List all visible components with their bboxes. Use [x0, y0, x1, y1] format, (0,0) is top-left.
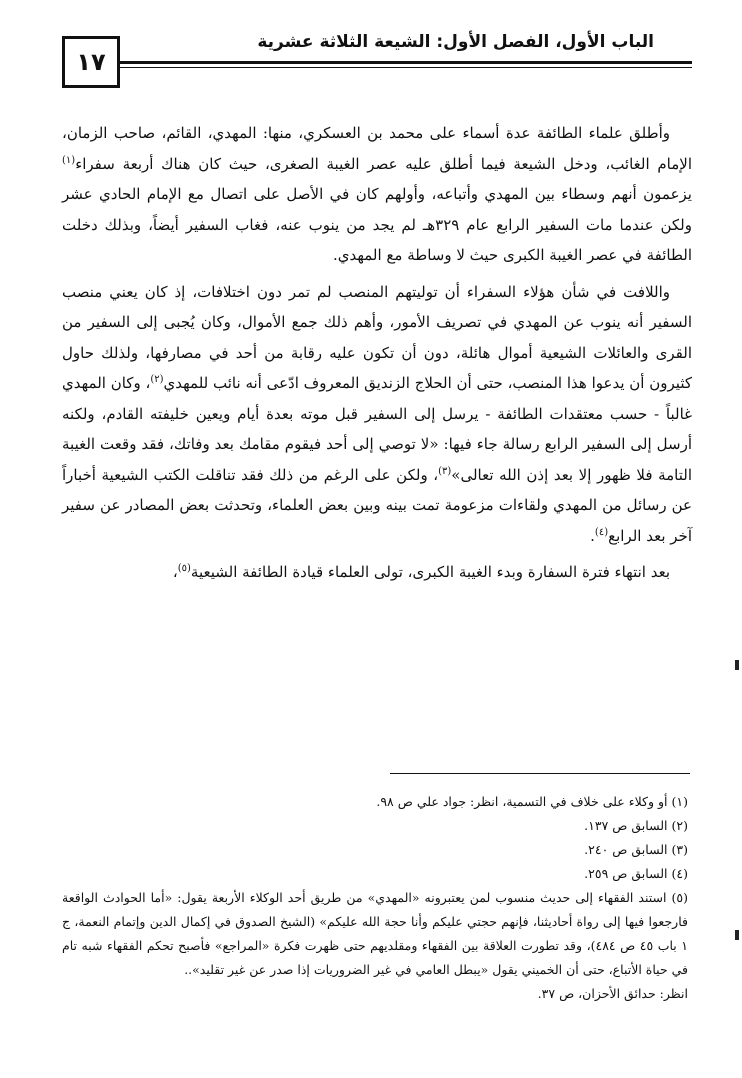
- footnote-ref-4[interactable]: (٤): [594, 526, 609, 538]
- footnote-ref-3[interactable]: (٣): [438, 465, 452, 477]
- footnote-2: (٢) السابق ص ١٣٧.: [584, 818, 688, 833]
- paragraph-2: واللافت في شأن هؤلاء السفراء أن توليتهم المنصب لم تمر دون اختلافات، إذ كان يعني منصب السفير أنه ينوب عن المهدي في تصريف الأمور، وأهم ذلك جمع الأموال، وكان يُجبى إلى السفير من القرى والعائلات الشيعية أموال هائلة، دون أن تكون عليه رقابة من أحد في مصارفها، ولذلك حاول كثيرون أن يدعوا هذا المنصب، حتى أن الحلاج الزنديق المعروف ادّعى أنه نائب للمهدي$^{(٢)}$، وكان المهدي غالباً - حسب معتقدات الطائفة - يرسل إلى السفير قبل موته بعدة أيام ويعين خليفته القادم، ولكنه أرسل إلى السفير الرابع رسالة جاء فيها: «لا توصي إلى أحد فيقوم مقامك بعد وفاتك، فقد وقعت الغيبة التامة فلا ظهور إلا بعد إذن الله تعالى»$^{(٣)}$، ولكن على الرغم من ذلك فقد تناقلت الكتب الشيعية أخباراً عن رسائل من المهدي ولقاءات مزعومة تمت بينه وبين بعض العلماء، وتحدثت بعض المصادر عن سفير آخر بعد الرابع$^{(٤)}$.: [62, 282, 692, 545]
- header-rule: [62, 61, 692, 64]
- footnote-5: (٥) استند الفقهاء إلى حديث منسوب لمن يعتبرونه «المهدي» من طريق أحد الوكلاء الأربعة يقول: «أما الحوادث الواقعة فارجعوا فيها إلى رواة أحاديثنا، فإنهم حجتي عليكم وأنا حجة الله عليكم» (الشيخ الصدوق في إكمال الدين وإتمام النعمة، ج ١ باب ٤٥ ص ٤٨٤)، وقد تطورت العلاقة بين الفقهاء ومقلديهم حتى ظهرت فكرة «المراجع» فأصبح تحكم الفقهاء شبه تام في حياة الأتباع، حتى أن الخميني يقول «يبطل العامي في غير الضروريات إذا صدر عن غير تقليد»..: [62, 890, 688, 977]
- margin-mark: [735, 660, 739, 670]
- body-text: [62, 118, 692, 588]
- footnote-3: (٣) السابق ص ٢٤٠.: [584, 842, 688, 857]
- margin-mark: [735, 930, 739, 940]
- footnote-5-continued: انظر: حدائق الأحزان، ص ٣٧.: [537, 986, 688, 1001]
- footnote-1: (١) أو وكلاء على خلاف في التسمية، انظر: جواد علي ص ٩٨.: [376, 794, 688, 809]
- footnote-ref-2[interactable]: (٢): [150, 374, 164, 385]
- footnote-separator: [390, 773, 690, 774]
- header-rule-thin: [62, 67, 692, 68]
- footnote-ref-1[interactable]: (١): [62, 154, 76, 166]
- paragraph-3: بعد انتهاء فترة السفارة وبدء الغيبة الكبرى، تولى العلماء قيادة الطائفة الشيعية$^{(٥)}$،: [172, 563, 670, 581]
- footnote-4: (٤) السابق ص ٢٥٩.: [584, 866, 688, 881]
- paragraph-1: وأطلق علماء الطائفة عدة أسماء على محمد بن العسكري، منها: المهدي، القائم، صاحب الزمان، الإمام الغائب، ودخل الشيعة فيما أطلق عليه عصر الغيبة الصغرى، حيث كان هناك أربعة سفراء$^{(١)}$ يزعمون أنهم وسطاء بين المهدي وأتباعه، وأولهم كان في الأصل على اتصال مع الإمام الحادي عشر ولكن عندما مات السفير الرابع عام ٣٢٩هـ لم يجد من ينوب عنه، فغاب السفير أيضاً، وبذلك دخلت الطائفة في عصر الغيبة الكبرى حيث لا وساطة مع المهدي.: [62, 124, 692, 264]
- footnotes: [62, 790, 688, 1006]
- running-head: الباب الأول، الفصل الأول: الشيعة الثلاثة عشرية: [257, 32, 654, 52]
- footnote-ref-5[interactable]: (٥): [177, 563, 191, 574]
- page-number: ١٧: [62, 36, 120, 88]
